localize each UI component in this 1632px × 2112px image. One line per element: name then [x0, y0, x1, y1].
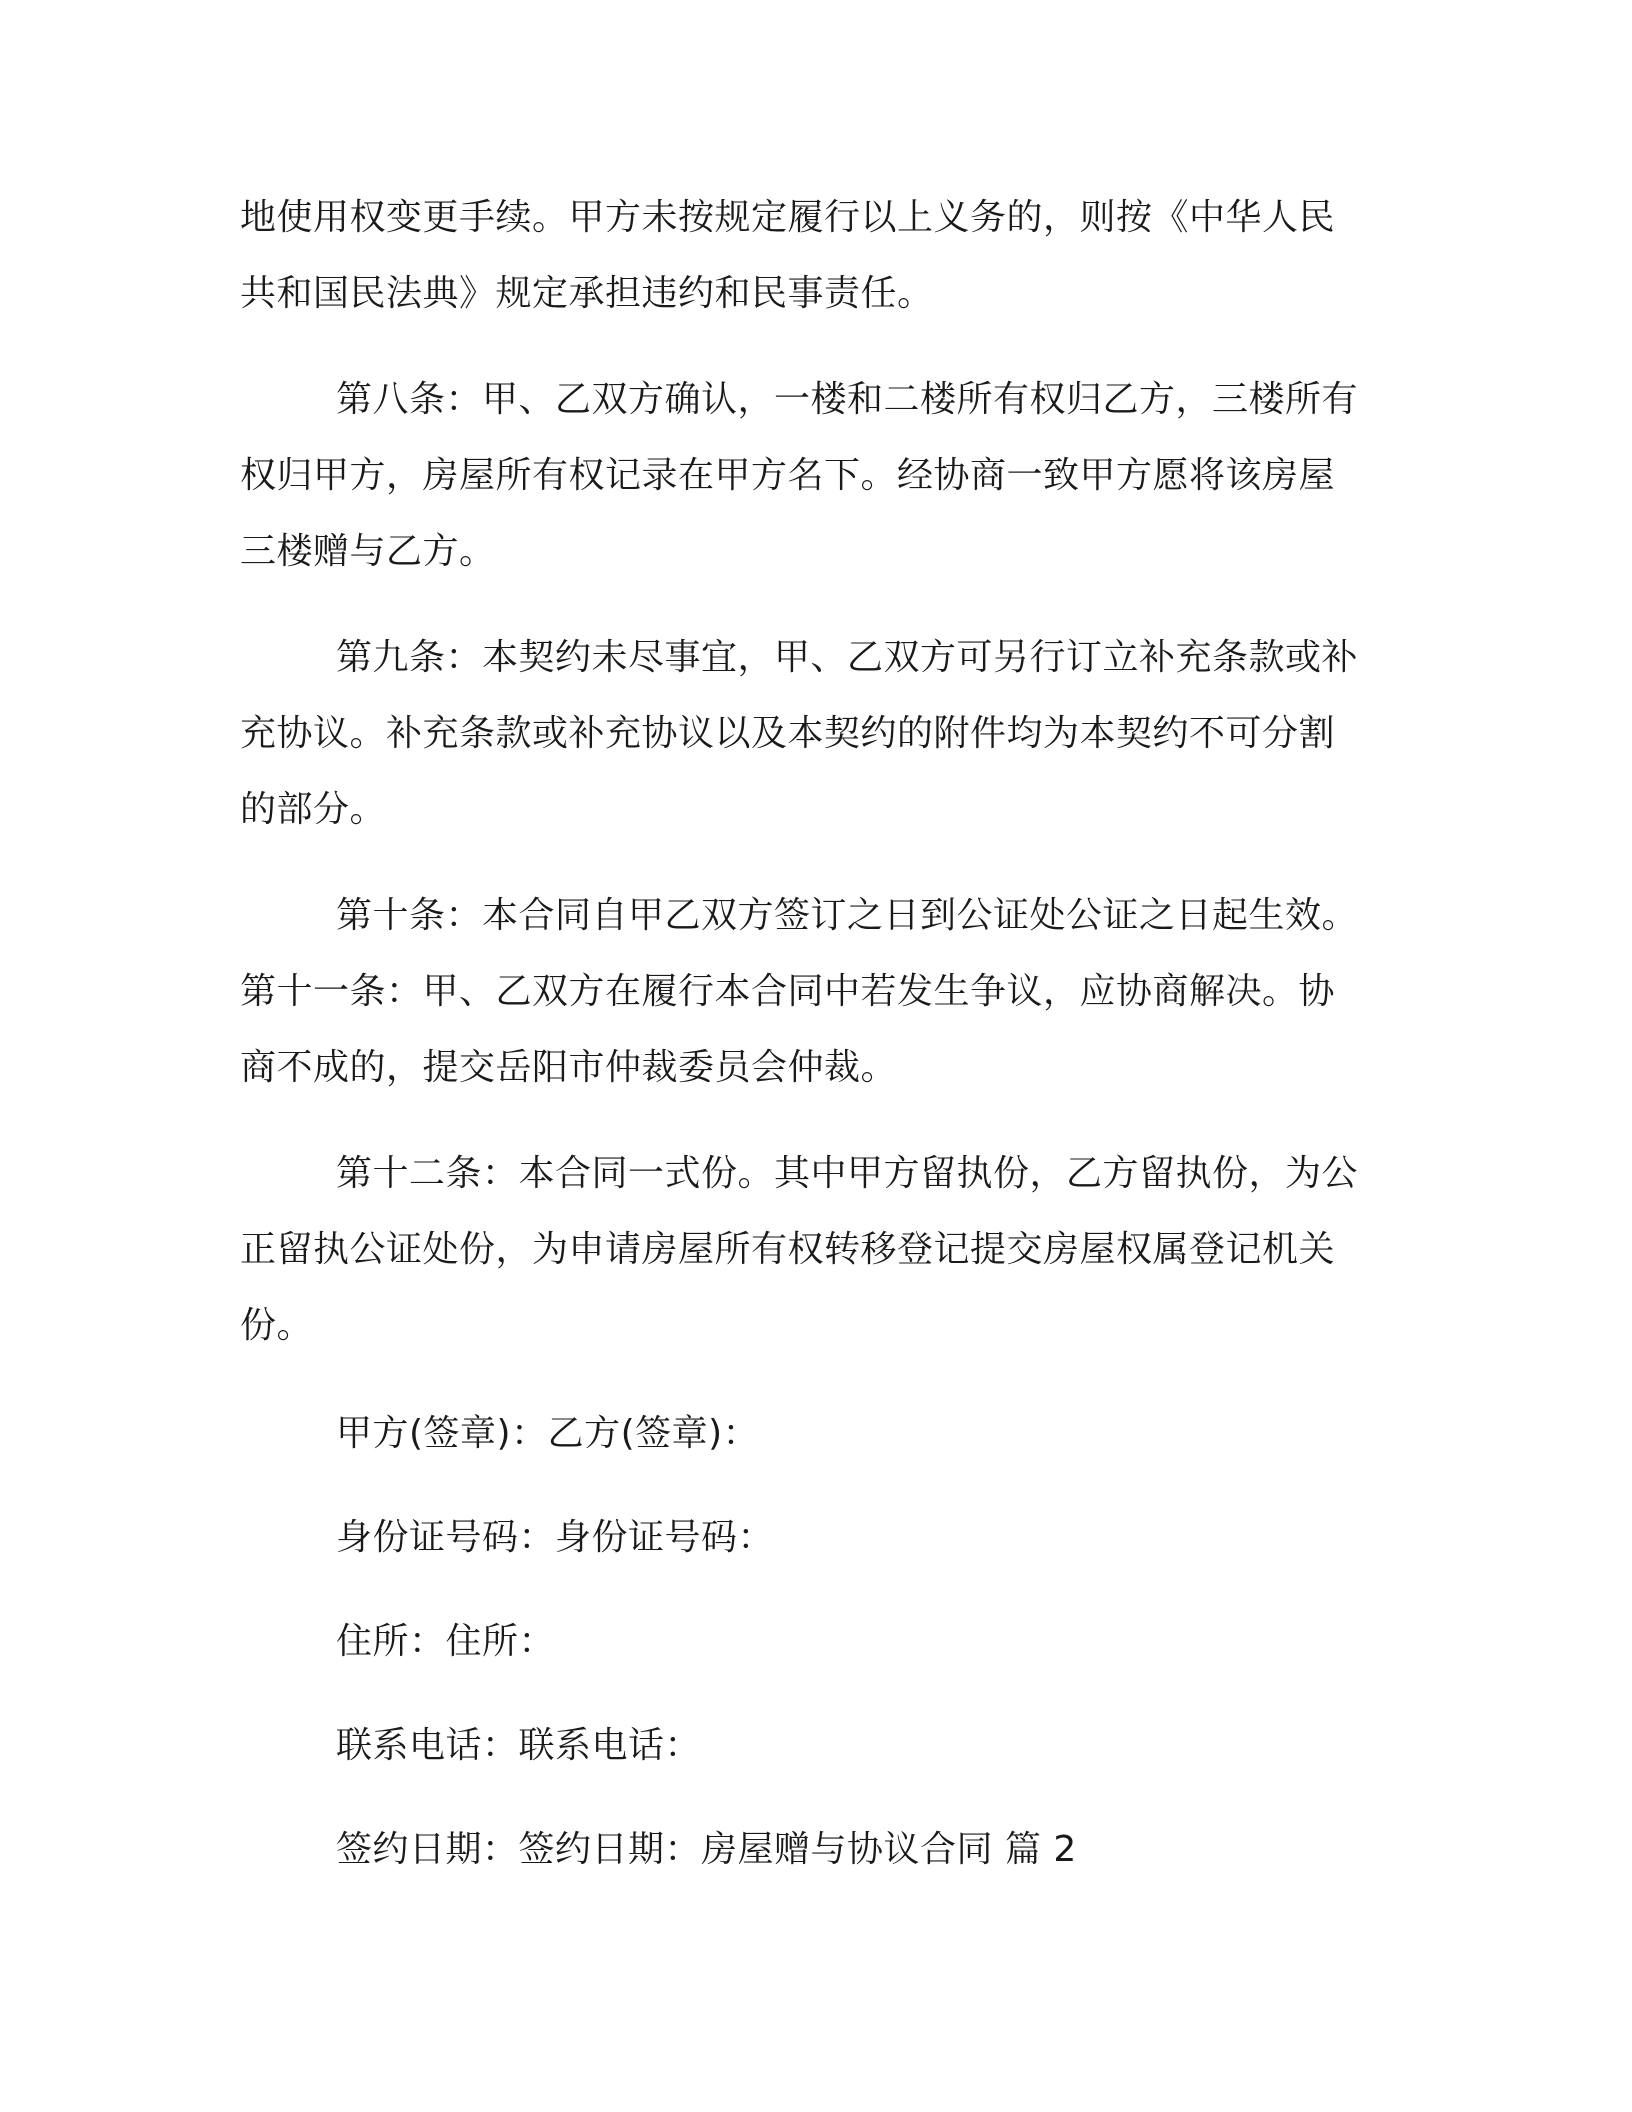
text-line: 第九条：本契约未尽事宜，甲、乙双方可另行订立补充条款或补 — [336, 637, 1359, 678]
text-line: 地使用权变更手续。甲方未按规定履行以上义务的，则按《中华人民 — [240, 197, 1336, 238]
text-line: 充协议。补充条款或补充协议以及本契约的附件均为本契约不可分割 — [240, 713, 1336, 754]
signature-addresses — [240, 1604, 1390, 1680]
text-line: 商不成的，提交岳阳市仲裁委员会仲裁。 — [240, 1047, 898, 1088]
paragraph-article-9 — [240, 620, 1390, 848]
text-line: 正留执公证处份，为申请房屋所有权转移登记提交房屋权属登记机关 — [240, 1229, 1336, 1270]
signature-field: 住所：住所： — [336, 1621, 556, 1662]
text-line: 的部分。 — [240, 789, 387, 830]
text-line: 三楼赠与乙方。 — [240, 531, 496, 572]
paragraph-article-10-11 — [240, 878, 1390, 1106]
paragraph-article-8 — [240, 362, 1390, 590]
signature-id-numbers — [240, 1500, 1390, 1576]
text-line: 共和国民法典》规定承担违约和民事责任。 — [240, 273, 934, 314]
text-line: 第十二条：本合同一式份。其中甲方留执份，乙方留执份，为公 — [336, 1153, 1359, 1194]
signature-field: 联系电话：联系电话： — [336, 1725, 702, 1766]
signature-dates — [240, 1812, 1390, 1888]
signature-field: 身份证号码：身份证号码： — [336, 1517, 775, 1558]
signature-phones — [240, 1708, 1390, 1784]
text-line: 第十一条：甲、乙双方在履行本合同中若发生争议，应协商解决。协 — [240, 971, 1336, 1012]
text-line: 第十条：本合同自甲乙双方签订之日到公证处公证之日起生效。 — [336, 895, 1359, 936]
text-line: 权归甲方，房屋所有权记录在甲方名下。经协商一致甲方愿将该房屋 — [240, 455, 1336, 496]
signature-party-seals — [240, 1396, 1390, 1472]
signature-field: 甲方(签章)：乙方(签章)： — [336, 1413, 760, 1454]
text-line: 份。 — [240, 1305, 314, 1346]
paragraph-article-12 — [240, 1136, 1390, 1364]
text-line: 第八条：甲、乙双方确认，一楼和二楼所有权归乙方，三楼所有 — [336, 379, 1359, 420]
signature-field: 签约日期：签约日期：房屋赠与协议合同 篇 2 — [336, 1829, 1077, 1870]
paragraph-continuation — [240, 180, 1390, 332]
